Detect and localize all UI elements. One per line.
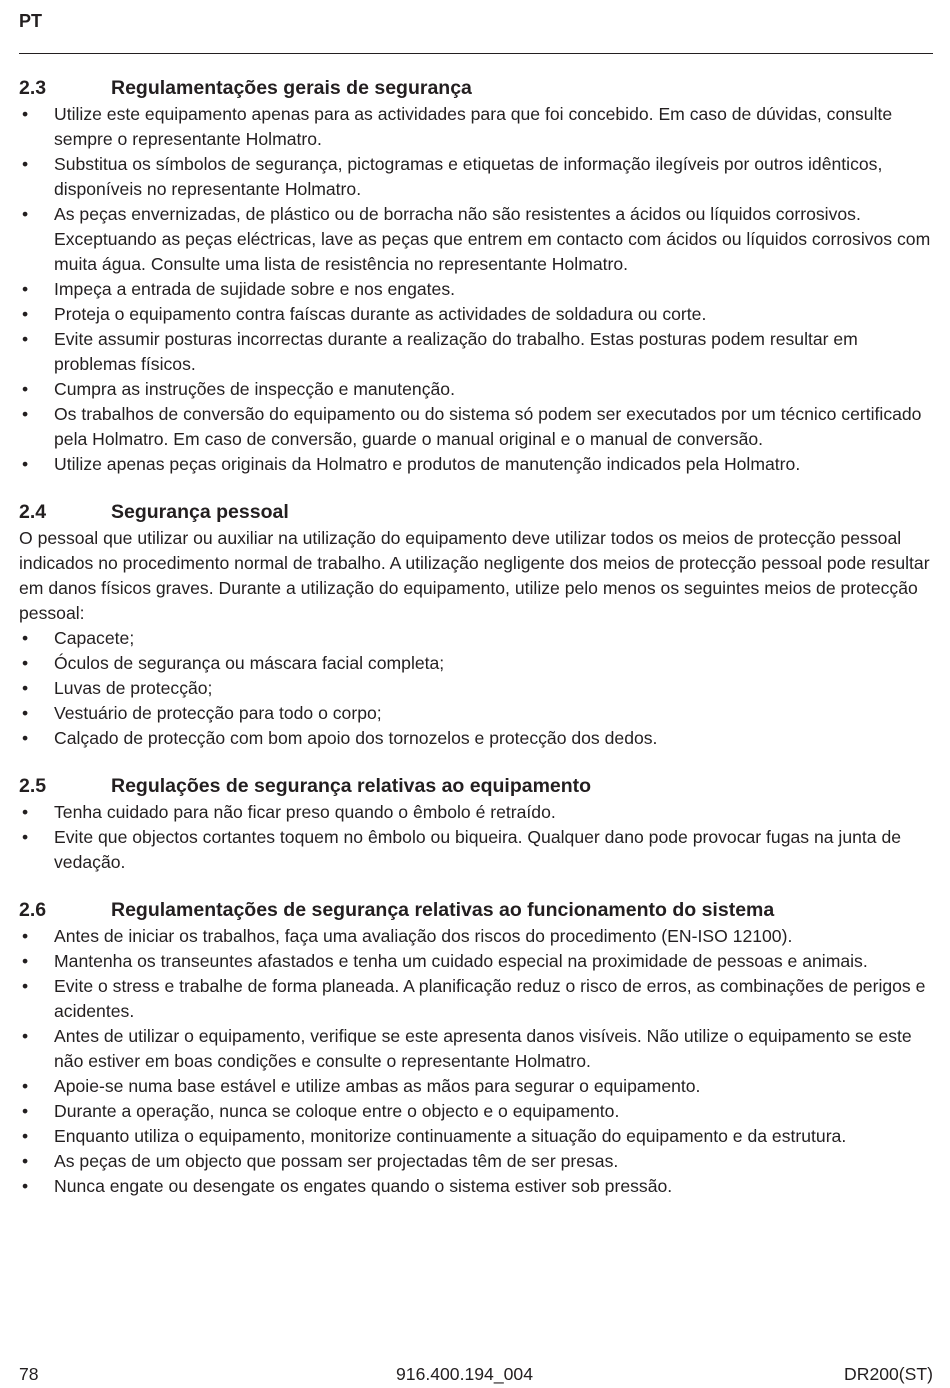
list-item: • Durante a operação, nunca se coloque entre o objecto e o equipamento. [19,1099,933,1124]
section-heading [19,74,933,102]
list-item: • As peças de um objecto que possam ser projectadas têm de ser presas. [19,1149,933,1174]
list-item: • Mantenha os transeuntes afastados e tenha um cuidado especial na proximidade de pessoas e animais. [19,949,933,974]
list-item: • Evite assumir posturas incorrectas durante a realização do trabalho. Estas posturas podem resultar em problemas físicos. [19,327,933,377]
list-item: • Apoie-se numa base estável e utilize ambas as mãos para segurar o equipamento. [19,1074,933,1099]
page-language-label: PT [19,11,43,31]
section-title: Segurança pessoal [111,501,289,523]
section-2-3 [19,74,933,477]
list-item: • Antes de utilizar o equipamento, verifique se este apresenta danos visíveis. Não utilize o equipamento se este não estiver em boas condições e consulte o representante Holmatro. [19,1024,933,1074]
list-item: • Luvas de protecção; [19,676,933,701]
header-rule [19,53,933,54]
list-item: • As peças envernizadas, de plástico ou de borracha não são resistentes a ácidos ou líquidos corrosivos. Exceptuando as peças eléctricas, lave as peças que entrem em contacto com ácidos ou líquidos corrosivos com muita água. Consulte uma lista de resistência no representante Holmatro. [19,202,933,277]
list-item: • Nunca engate ou desengate os engates quando o sistema estiver sob pressão. [19,1174,933,1199]
bullet-list [19,626,933,751]
list-item: • Tenha cuidado para não ficar preso quando o êmbolo é retraído. [19,800,933,825]
list-item: • Utilize este equipamento apenas para as actividades para que foi concebido. Em caso de dúvidas, consulte sempre o representante Holmatro. [19,102,933,152]
list-item: • Enquanto utiliza o equipamento, monitorize continuamente a situação do equipamento e da estrutura. [19,1124,933,1149]
list-item: • Utilize apenas peças originais da Holmatro e produtos de manutenção indicados pela Holmatro. [19,452,933,477]
model-name: DR200(ST) [844,1364,933,1384]
section-title: Regulamentações de segurança relativas ao funcionamento do sistema [111,899,775,921]
section-paragraph: O pessoal que utilizar ou auxiliar na utilização do equipamento deve utilizar todos os meios de protecção pessoal indicados no procedimento normal de trabalho. A utilização negligente dos meios de protecção pessoal pode resultar em danos físicos graves. Durante a utilização do equipamento, utilize pelo menos os seguintes meios de protecção pessoal: [19,528,930,623]
document-code: 916.400.194_004 [396,1364,533,1384]
list-item: • Os trabalhos de conversão do equipamento ou do sistema só podem ser executados por um técnico certificado pela Holmatro. Em caso de conversão, guarde o manual original e o manual de conversão. [19,402,933,452]
section-heading [19,772,933,800]
list-item: • Calçado de protecção com bom apoio dos tornozelos e protecção dos dedos. [19,726,933,751]
list-item: • Óculos de segurança ou máscara facial completa; [19,651,933,676]
list-item: • Cumpra as instruções de inspecção e manutenção. [19,377,933,402]
list-item: • Vestuário de protecção para todo o corpo; [19,701,933,726]
section-number: 2.4 [19,501,47,523]
bullet-list [19,924,933,1199]
list-item: • Impeça a entrada de sujidade sobre e nos engates. [19,277,933,302]
list-item: • Capacete; [19,626,933,651]
section-title: Regulações de segurança relativas ao equipamento [111,775,592,797]
page-number: 78 [19,1364,39,1384]
section-2-5 [19,772,933,875]
list-item: • Substitua os símbolos de segurança, pictogramas e etiquetas de informação ilegíveis por outros idênticos, disponíveis no representante Holmatro. [19,152,933,202]
section-number: 2.5 [19,775,47,797]
section-number: 2.6 [19,899,47,921]
list-item: • Evite o stress e trabalhe de forma planeada. A planificação reduz o risco de erros, as combinações de perigos e acidentes. [19,974,933,1024]
list-item: • Proteja o equipamento contra faíscas durante as actividades de soldadura ou corte. [19,302,933,327]
page-content [19,74,933,1199]
bullet-list [19,102,933,477]
section-2-6 [19,896,933,1199]
bullet-list [19,800,933,875]
list-item: • Antes de iniciar os trabalhos, faça uma avaliação dos riscos do procedimento (EN-ISO 12100). [19,924,933,949]
list-item: • Evite que objectos cortantes toquem no êmbolo ou biqueira. Qualquer dano pode provocar fugas na junta de vedação. [19,825,933,875]
section-heading [19,498,933,526]
section-heading [19,896,933,924]
section-title: Regulamentações gerais de segurança [111,77,472,99]
section-number: 2.3 [19,77,47,99]
section-2-4 [19,498,933,751]
